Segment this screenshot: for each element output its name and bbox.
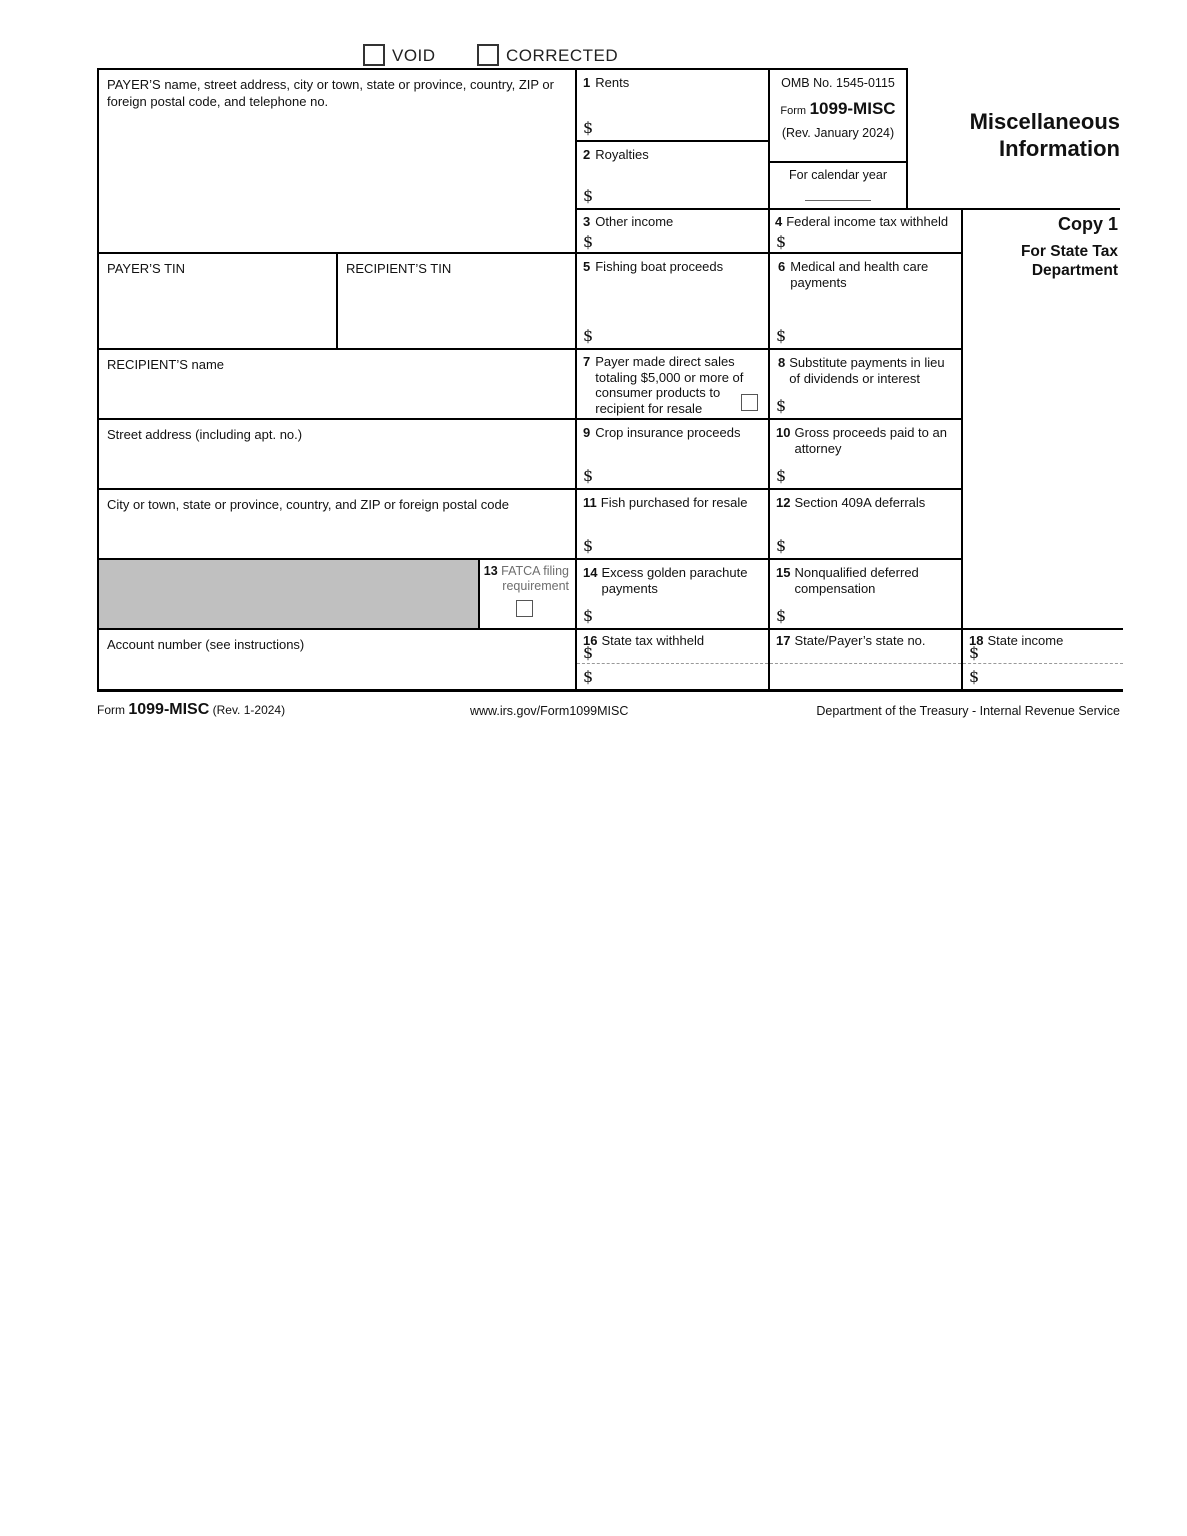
- box18-label: State income: [987, 633, 1064, 648]
- form-number: 1099-MISC: [809, 99, 896, 118]
- box5-label: Fishing boat proceeds: [595, 259, 724, 274]
- box11-number: 11: [583, 495, 597, 510]
- void-checkbox[interactable]: [363, 44, 385, 66]
- box16-dashed-divider: [577, 663, 768, 664]
- city-label: City or town, state or province, country, and ZIP or foreign postal code: [107, 497, 509, 512]
- void-label: VOID: [392, 46, 436, 65]
- box9-label: Crop insurance proceeds: [595, 425, 741, 440]
- box1-dollar-sign: $: [583, 118, 594, 137]
- recipient-name-field[interactable]: [97, 348, 575, 418]
- box3-number: 3: [583, 214, 591, 229]
- box10-dollar-sign: $: [776, 466, 787, 485]
- box18-dollar-sign-2: $: [969, 667, 980, 686]
- box17-dashed-divider: [770, 663, 961, 664]
- box7-number: 7: [583, 354, 591, 369]
- corrected-checkbox[interactable]: [477, 44, 499, 66]
- box13-label: FATCA filing requirement: [501, 564, 569, 593]
- copy-number: Copy 1: [1057, 214, 1118, 234]
- copy-designation: [963, 208, 1120, 628]
- recipient-name-label: RECIPIENT’S name: [107, 357, 225, 372]
- footer-form-id: Form 1099-MISC (Rev. 1-2024): [97, 701, 286, 718]
- box5-number: 5: [583, 259, 591, 274]
- box18-dashed-divider: [963, 663, 1123, 664]
- box5-dollar-sign: $: [583, 326, 594, 345]
- box18-state-income-field[interactable]: [963, 628, 1123, 692]
- recipient-tin-label: RECIPIENT’S TIN: [346, 261, 452, 276]
- recipient-tin-field[interactable]: [336, 252, 575, 348]
- box2-royalties-field[interactable]: [575, 140, 768, 208]
- box11-label: Fish purchased for resale: [600, 495, 748, 510]
- footer-agency: Department of the Treasury - Internal Revenue Service: [816, 704, 1120, 718]
- box17-label: State/Payer’s state no.: [794, 633, 926, 648]
- box15-dollar-sign: $: [776, 606, 787, 625]
- box8-substitute-payments-field[interactable]: [768, 348, 963, 418]
- box18-dollar-sign-1: $: [969, 643, 980, 662]
- box7-checkbox[interactable]: [741, 394, 758, 411]
- box15-number: 15: [776, 565, 791, 580]
- payer-tin-field[interactable]: [97, 252, 336, 348]
- shaded-box: [97, 558, 478, 628]
- box10-label: Gross proceeds paid to an attorney: [794, 425, 947, 456]
- calendar-year-underline: [805, 200, 871, 201]
- box6-number: 6: [778, 259, 786, 274]
- box8-label: Substitute payments in lieu of dividends or interest: [789, 355, 945, 386]
- box8-dollar-sign: $: [776, 396, 787, 415]
- account-number-label: Account number (see instructions): [107, 637, 305, 652]
- box14-golden-parachute-field[interactable]: [575, 558, 768, 628]
- box4-federal-tax-field[interactable]: [768, 208, 963, 252]
- corrected-label: CORRECTED: [506, 46, 619, 65]
- box4-dollar-sign: $: [776, 232, 787, 251]
- box6-medical-payments-field[interactable]: [768, 252, 963, 348]
- omb-number: OMB No. 1545-0115: [781, 76, 895, 90]
- box16-dollar-sign-2: $: [583, 667, 594, 686]
- box6-dollar-sign: $: [776, 326, 787, 345]
- payer-name-field[interactable]: [97, 68, 575, 252]
- box16-label: State tax withheld: [601, 633, 705, 648]
- box16-number: 16: [583, 633, 598, 648]
- box18-number: 18: [969, 633, 984, 648]
- box6-label: Medical and health care payments: [790, 259, 929, 290]
- box4-number: 4: [775, 214, 783, 229]
- box14-dollar-sign: $: [583, 606, 594, 625]
- box16-dollar-sign-1: $: [583, 643, 594, 662]
- city-field[interactable]: [97, 488, 575, 558]
- box7-direct-sales: [575, 348, 768, 418]
- box9-dollar-sign: $: [583, 466, 594, 485]
- box2-label: Royalties: [595, 147, 649, 162]
- box5-fishing-boat-field[interactable]: [575, 252, 768, 348]
- box1-label: Rents: [595, 75, 630, 90]
- copy-recipient: For State Tax Department: [1020, 243, 1118, 279]
- payer-name-label: PAYER’S name, street address, city or town, state or province, country, ZIP or foreign postal code, and telephone no.: [107, 77, 554, 109]
- box13-number: 13: [483, 564, 498, 578]
- box9-number: 9: [583, 425, 591, 440]
- box15-nonqualified-comp-field[interactable]: [768, 558, 963, 628]
- calendar-year-label: For calendar year: [789, 168, 887, 182]
- street-address-field[interactable]: [97, 418, 575, 488]
- box11-dollar-sign: $: [583, 536, 594, 555]
- box12-number: 12: [776, 495, 791, 510]
- box2-number: 2: [583, 147, 591, 162]
- footer-url[interactable]: www.irs.gov/Form1099MISC: [470, 704, 629, 718]
- calendar-year-field[interactable]: [768, 161, 908, 208]
- box9-crop-insurance-field[interactable]: [575, 418, 768, 488]
- box13-checkbox[interactable]: [516, 600, 533, 617]
- payer-tin-label: PAYER’S TIN: [107, 261, 186, 276]
- box7-label: Payer made direct sales totaling $5,000 or more of consumer products to recipient for resale: [595, 354, 744, 416]
- box3-label: Other income: [595, 214, 674, 229]
- box13-fatca: [478, 558, 575, 628]
- box17-state-number-field[interactable]: [768, 628, 963, 692]
- box1-number: 1: [583, 75, 591, 90]
- box3-dollar-sign: $: [583, 232, 594, 251]
- box3-other-income-field[interactable]: [575, 208, 768, 252]
- box10-number: 10: [776, 425, 791, 440]
- box12-label: Section 409A deferrals: [794, 495, 926, 510]
- box10-gross-proceeds-field[interactable]: [768, 418, 963, 488]
- street-address-label: Street address (including apt. no.): [107, 427, 303, 442]
- box12-dollar-sign: $: [776, 536, 787, 555]
- box14-number: 14: [583, 565, 598, 580]
- form-title: Miscellaneous Information: [969, 109, 1120, 161]
- box16-state-tax-field[interactable]: [575, 628, 768, 692]
- box17-number: 17: [776, 633, 791, 648]
- box14-label: Excess golden parachute payments: [601, 565, 748, 596]
- box11-fish-purchased-field[interactable]: [575, 488, 768, 558]
- box4-label: Federal income tax withheld: [786, 214, 949, 229]
- box12-409a-deferrals-field[interactable]: [768, 488, 963, 558]
- box8-number: 8: [778, 355, 786, 370]
- box2-dollar-sign: $: [583, 186, 594, 205]
- box1-rents-field[interactable]: [575, 68, 768, 140]
- form-word: Form: [780, 105, 807, 117]
- box15-label: Nonqualified deferred compensation: [794, 565, 919, 596]
- form-revision: (Rev. January 2024): [781, 126, 895, 140]
- account-number-field[interactable]: [97, 628, 575, 692]
